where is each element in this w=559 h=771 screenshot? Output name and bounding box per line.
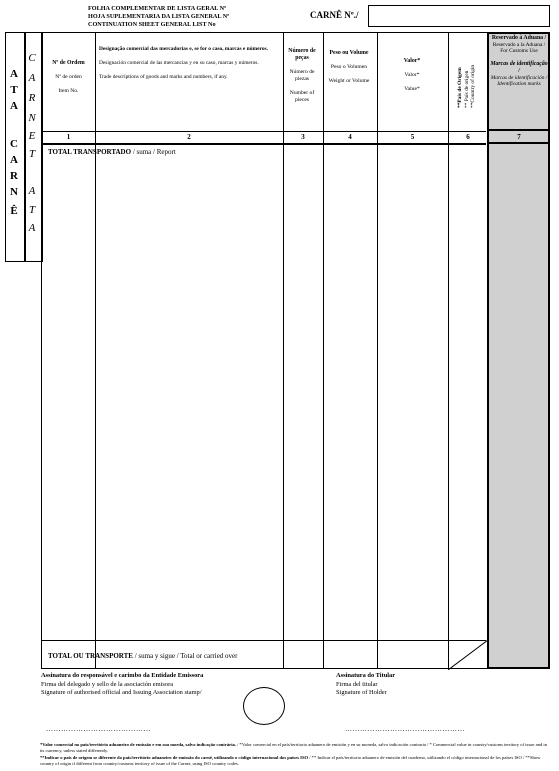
col5-header-pt: Valor* (403, 58, 421, 64)
customs-reserved-column (487, 32, 550, 669)
col5-header-en: Value* (404, 86, 420, 92)
footnote-value-pt: *Valor comercial no país/território aduaneiro de emissão e em sua moeda, salvo indicação contrária. (40, 742, 236, 747)
side-letter: A (10, 154, 18, 166)
footnote-value (40, 742, 552, 753)
issuer-sig-es: Firma del delegado y sello de la asociación emisora (41, 680, 174, 688)
issuer-signature-line: …………………………………… (46, 725, 151, 733)
side-letter: A (28, 185, 36, 197)
total-carried-bold: TOTAL OU TRANSPORTE (48, 652, 133, 660)
col7-sub-es: Marcas de identificación / (490, 74, 548, 81)
col-number: 4 (348, 133, 352, 141)
holder-sig-en: Signature of Holder (336, 689, 387, 696)
header-line-en: CONTINUATION SHEET GENERAL LIST No (88, 21, 216, 28)
col3-header-es: Número de piezas (289, 69, 315, 82)
stamp-circle (243, 687, 285, 725)
footnote-origin-en: utilizando el código internacional de los países ISO / **Show country of origin if different from country/customs territory of issue of the Carnet, using ISO country codes. (40, 755, 541, 766)
number-row-divider (42, 143, 486, 145)
col2-header (99, 46, 279, 81)
footnote-value-en: / * Commercial value in country/customs territory of issue and in its currency, unless stated differently. (40, 742, 547, 753)
total-carried-rest: / suma y sigue / Total or carried over (132, 652, 238, 660)
issuer-sig-title: Assinatura do responsável e carimbo da Entidade Emissora (41, 672, 204, 679)
col5-header (378, 58, 446, 93)
side-letter: T (28, 204, 36, 216)
side-letter: N (28, 112, 36, 124)
col5-header-es: Valor* (404, 72, 420, 78)
side-letter: Ê (10, 205, 18, 217)
side-letter: R (28, 92, 36, 104)
footnote-origin-pt: **Indicar o país de origem se diferente do país/território aduaneiro de emissão do carnê, utilizando o código internacional dos países ISO (40, 755, 309, 760)
customs-number-divider (489, 142, 548, 144)
total-report-label (48, 148, 176, 156)
col7-header-en: For Customs Use (500, 48, 538, 55)
col7-sub-en: Identification marks (497, 81, 541, 88)
holder-signature-block (336, 672, 395, 698)
col-divider (283, 33, 284, 668)
header-line-pt: FOLHA COMPLEMENTAR DE LISTA GERAL Nº (88, 5, 227, 12)
side-letter: A (28, 72, 36, 84)
col3-header-pt: Número de peças (288, 48, 316, 61)
col-number: 7 (517, 133, 521, 141)
col1-header (43, 60, 94, 95)
col-divider (377, 33, 378, 668)
total-carried-label (48, 652, 238, 660)
col4-header-pt: Peso ou Volume (329, 50, 369, 56)
total-report-rest: / suma / Report (131, 148, 176, 156)
carne-number-field[interactable] (368, 5, 550, 27)
side-letter: A (10, 68, 18, 80)
col2-header-pt: Designação comercial das mercadorias e, se for o caso, marcas e números. (99, 46, 268, 52)
col3-header-en: Number of pieces (289, 90, 315, 103)
side-letter: T (28, 148, 36, 160)
side-letter: C (28, 52, 36, 64)
col7-header (490, 35, 548, 88)
holder-sig-es: Firma del titular (336, 680, 378, 688)
col-number: 5 (410, 133, 415, 141)
col3-header (284, 48, 320, 104)
col-number: 1 (66, 133, 71, 141)
carne-number-label: CARNÊ Nº./ (310, 10, 359, 20)
footnote-origin (40, 755, 552, 766)
col4-header (324, 50, 374, 85)
col4-header-es: Peso o Volumen (330, 64, 368, 70)
side-letter: A (10, 100, 18, 112)
col6-header (457, 65, 477, 108)
header-line-es: HOJA SUPLEMENTARIA DA LISTA GENERAL Nº (88, 13, 230, 20)
col-divider (95, 33, 96, 668)
issuer-sig-en: Signature of authorised official and Issuing Association stamp/ (41, 689, 202, 696)
col-number: 2 (187, 133, 191, 141)
side-letter: N (10, 186, 18, 198)
col7-sub-pt: Marcas de identificação / (490, 61, 548, 74)
side-letter: R (10, 170, 18, 182)
col6-header-es: ** País de origen (463, 70, 470, 108)
col6-header-pt: **País de Origem (457, 67, 463, 108)
col-divider (323, 33, 324, 668)
side-letter: A (28, 222, 36, 234)
customs-header-divider (489, 129, 548, 131)
side-letter: E (28, 130, 36, 142)
issuer-signature-block (41, 672, 203, 698)
col2-header-es: Designación comercial de las mercancias y en su caso, marcas y números. (99, 60, 259, 66)
diagonal-strike (448, 640, 488, 670)
col1-header-en: Item No. (58, 88, 79, 94)
total-row-divider (42, 640, 486, 641)
goods-table (41, 32, 550, 669)
col-number: 3 (301, 133, 305, 141)
footnote-origin-es: / ** Indicar el país/territorio aduanero de emisión del cuaderno, (308, 755, 427, 760)
col-number: 6 (466, 133, 470, 141)
side-letter: C (10, 138, 18, 150)
col2-header-en: Trade descriptions of goods and marks and numbers, if any. (99, 74, 228, 80)
col1-header-es: Nº de orden (55, 74, 82, 80)
total-report-bold: TOTAL TRANSPORTADO (48, 148, 132, 156)
col4-header-en: Weight or Volume (328, 78, 370, 84)
holder-signature-line: ………………………………………… (345, 725, 465, 733)
col-divider (448, 33, 449, 668)
header-divider (42, 131, 486, 132)
footnote-value-es: / *Valor comercial en el país/territorio aduanero de emisión y en su moneda, salvo indicación contraria (235, 742, 426, 747)
col7-header-pt: Reservado à Aduana / (491, 35, 547, 41)
side-letter: T (10, 84, 18, 96)
col6-header-en: **Country of origin (470, 64, 476, 108)
holder-sig-title: Assinatura do Titular (336, 672, 396, 679)
col7-header-es: Reservado a la Aduana / (492, 41, 546, 48)
col1-header-pt: Nº de Ordem (52, 60, 85, 66)
